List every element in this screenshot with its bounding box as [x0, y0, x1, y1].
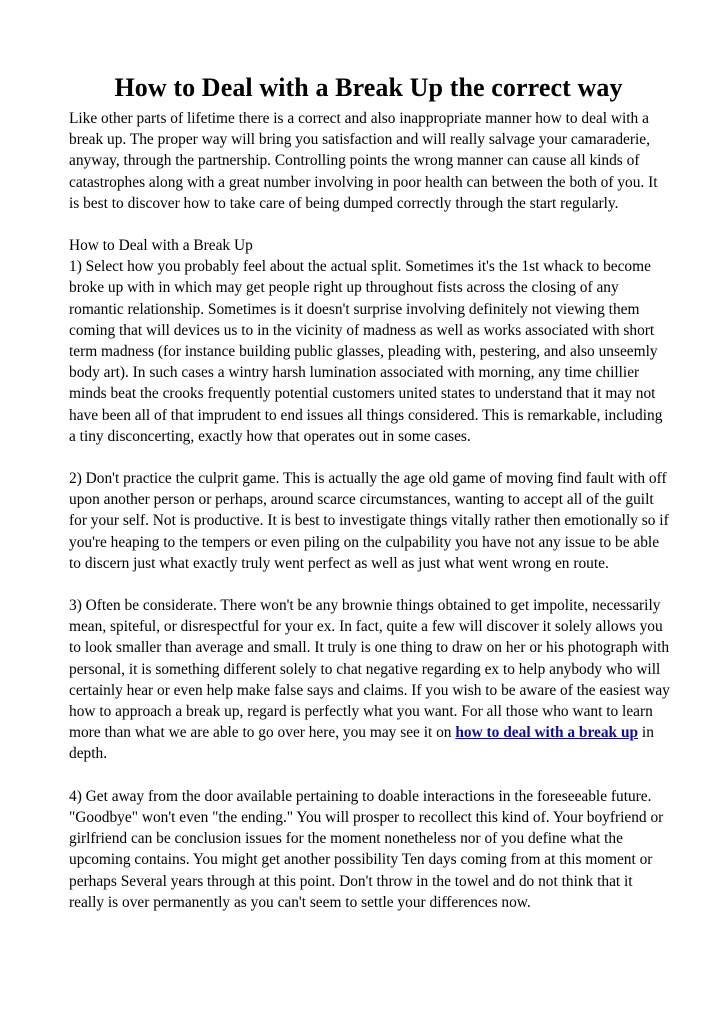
break-up-link[interactable]: how to deal with a break up	[455, 724, 639, 742]
section-heading: How to Deal with a Break Up	[69, 237, 253, 255]
point-2-paragraph: 2) Don't practice the culprit game. This is actually the age old game of moving find fault with off upon another person or perhaps, around scarce circumstances, wanting to accept all of the guilt for your self. Not is productive. It is best to investigate things vitally rather then emotionally so if you're heaping to the tempers or even piling on the culpability you have not any issue to be able to discern just what exactly truly went perfect as well as just what went wrong en route.	[69, 470, 669, 572]
point-3-text: 3) Often be considerate. There won't be any brownie things obtained to get impolite, necessarily mean, spiteful, or disrespectful for your ex. In fact, quite a few will discover it solely allows you to look smaller than average and small. It truly is one thing to draw on her or his photograph with personal, it is something different solely to chat negative regarding ex to help anybody who will certainly hear or even help make false says and claims. If you wish to be aware of the easiest way how to approach a break up, regard is perfectly what you want. For all those who want to learn more than what we are able to go over here, you may see it on	[69, 597, 670, 742]
point-3-text-end: in depth.	[69, 724, 654, 763]
document-body	[69, 108, 670, 934]
point-1-paragraph: 1) Select how you probably feel about the actual split. Sometimes it's the 1st whack to become broke up with in which may get people right up throughout fists across the closing of any romantic relationship. Sometimes is it doesn't surprise involving definitely not viewing them coming that will devices us to in the vicinity of madness as well as works associated with short term madness (for instance building public glasses, pleading with, pestering, and also unseemly body art). In such cases a wintry harsh lumination associated with morning, any time chillier minds beat the crooks frequently potential customers united states to understand that it may not have been all of that imprudent to end issues all things considered. This is remarkable, including a tiny disconcerting, exactly how that operates out in some cases.	[69, 258, 663, 445]
intro-paragraph: Like other parts of lifetime there is a correct and also inappropriate manner how to deal with a break up. The proper way will bring you satisfaction and will really salvage your camaraderie, anyway, through the partnership. Controlling points the wrong manner can cause all kinds of catastrophes along with a great number involving in poor health can between the both of you. It is best to discover how to take care of being dumped correctly through the start regularly.	[69, 110, 658, 212]
document-title: How to Deal with a Break Up the correct way	[114, 73, 623, 102]
point-3-paragraph	[69, 595, 670, 765]
point-4-paragraph: 4) Get away from the door available pertaining to doable interactions in the foreseeable future. "Goodbye" won't even "the ending." You will prosper to recollect this kind of. Your boyfriend or girlfriend can be conclusion issues for the moment nonetheless nor of you define what the upcoming contains. You might get another possibility Ten days coming from at this moment or perhaps Several years through at this point. Don't throw in the towel and do not think that it really is over permanently as you can't seem to settle your differences now.	[69, 787, 664, 911]
